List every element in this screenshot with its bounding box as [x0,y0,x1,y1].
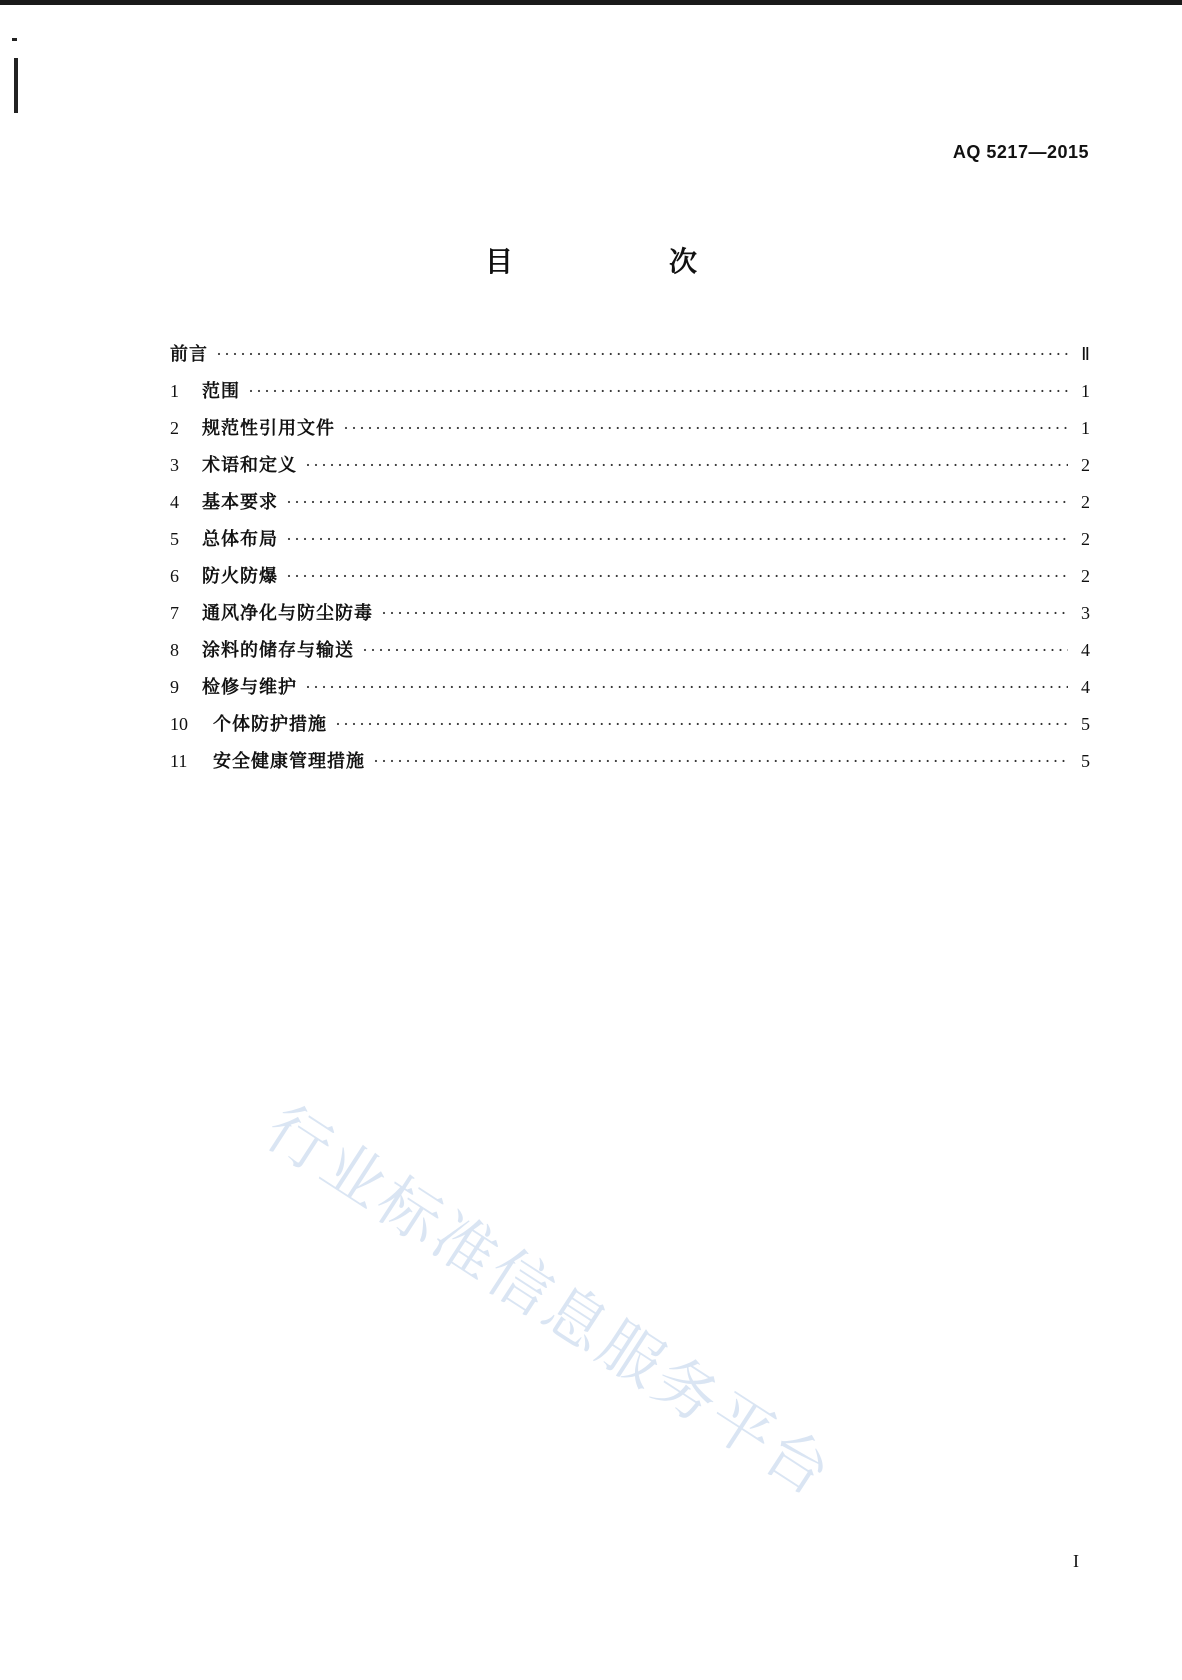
toc-label: 通风净化与防尘防毒 [202,603,373,624]
toc-entry[interactable] [170,599,1090,636]
scan-top-border [0,0,1182,5]
toc-entry[interactable] [170,340,1090,377]
toc-entry[interactable] [170,488,1090,525]
toc-leader-dots [305,677,1068,698]
toc-page: 1 [1081,418,1090,438]
toc-leader-dots [286,529,1068,550]
toc-entry[interactable] [170,747,1090,784]
scan-mark [14,58,18,113]
toc-number: 3 [170,455,179,475]
toc-page: 2 [1081,566,1090,586]
toc-label: 前言 [170,344,208,365]
toc-leader-dots [216,344,1068,365]
toc-number: 2 [170,418,179,438]
toc-number: 7 [170,603,179,623]
toc-page: 1 [1081,381,1090,401]
toc-number: 11 [170,751,188,771]
toc-number: 10 [170,714,188,734]
toc-leader-dots [248,381,1068,402]
toc-leader-dots [286,492,1068,513]
toc-leader-dots [335,714,1068,735]
page-number: I [1073,1551,1079,1571]
toc-leader-dots [381,603,1068,624]
toc-label: 范围 [202,381,240,402]
table-of-contents [170,340,1090,784]
toc-leader-dots [343,418,1068,439]
toc-page: 2 [1081,455,1090,475]
toc-page: 4 [1081,640,1090,660]
toc-entry[interactable] [170,525,1090,562]
watermark: 行业标准信息服务平台 [253,1090,847,1512]
toc-entry[interactable] [170,636,1090,673]
toc-label: 规范性引用文件 [202,418,335,439]
toc-page: 3 [1081,603,1090,623]
standard-code: AQ 5217—2015 [952,142,1089,162]
toc-entry[interactable] [170,710,1090,747]
toc-label: 总体布局 [202,529,278,550]
toc-number: 9 [170,677,179,697]
toc-number: 5 [170,529,179,549]
toc-page: 5 [1081,714,1090,734]
toc-number: 4 [170,492,179,512]
toc-page: 4 [1081,677,1090,697]
toc-label: 基本要求 [202,492,278,513]
toc-leader-dots [362,640,1068,661]
toc-entry[interactable] [170,377,1090,414]
toc-number: 8 [170,640,179,660]
toc-leader-dots [305,455,1068,476]
toc-page: Ⅱ [1081,344,1090,364]
toc-entry[interactable] [170,414,1090,451]
toc-entry[interactable] [170,451,1090,488]
toc-number: 6 [170,566,179,586]
page-title: 目 次 [484,245,761,278]
toc-entry[interactable] [170,673,1090,710]
toc-label: 涂料的储存与输送 [202,640,354,661]
toc-label: 术语和定义 [202,455,297,476]
toc-leader-dots [373,751,1068,772]
toc-page: 2 [1081,492,1090,512]
toc-label: 防火防爆 [202,566,278,587]
toc-number: 1 [170,381,179,401]
toc-entry[interactable] [170,562,1090,599]
toc-leader-dots [286,566,1068,587]
toc-page: 5 [1081,751,1090,771]
toc-label: 安全健康管理措施 [213,751,365,772]
toc-page: 2 [1081,529,1090,549]
toc-label: 个体防护措施 [213,714,327,735]
toc-label: 检修与维护 [202,677,297,698]
scan-mark [12,38,17,41]
